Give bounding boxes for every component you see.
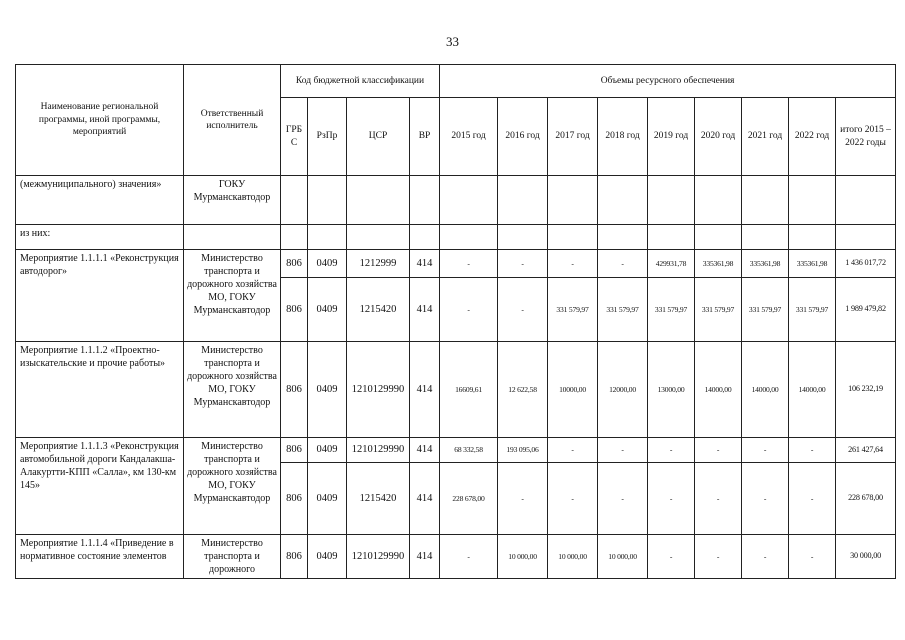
cell-2020: - xyxy=(695,438,742,463)
row-executor: Министерство транспорта и дорожного xyxy=(184,535,281,579)
cell-2017: 331 579,97 xyxy=(548,278,598,342)
cell-2020: - xyxy=(695,463,742,535)
cell-2020: 14000,00 xyxy=(695,342,742,438)
cell-total: 30 000,00 xyxy=(836,535,896,579)
cell-2019: - xyxy=(648,535,695,579)
row-name: Мероприятие 1.1.1.1 «Реконструкция автодорог» xyxy=(16,250,184,342)
cell-vr: 414 xyxy=(410,535,440,579)
cell-grbs: 806 xyxy=(281,342,308,438)
row-name: (межмуниципального) значения» xyxy=(16,176,184,225)
header-rzpr: РзПр xyxy=(308,98,347,176)
cell-rzpr: 0409 xyxy=(308,342,347,438)
header-csr: ЦСР xyxy=(347,98,410,176)
cell-2020: - xyxy=(695,535,742,579)
cell-grbs: 806 xyxy=(281,278,308,342)
cell-csr: 1210129990 xyxy=(347,535,410,579)
cell-2021: 14000,00 xyxy=(742,342,789,438)
cell-rzpr: 0409 xyxy=(308,250,347,278)
table-row xyxy=(16,535,896,579)
cell-2016: 193 095,06 xyxy=(498,438,548,463)
cell-total: 261 427,64 xyxy=(836,438,896,463)
header-group-row xyxy=(16,65,896,98)
cell-2018: - xyxy=(598,438,648,463)
cell-grbs: 806 xyxy=(281,535,308,579)
cell-2015: - xyxy=(440,535,498,579)
header-year-2021: 2021 год xyxy=(742,98,789,176)
cell-2022: 335361,98 xyxy=(789,250,836,278)
cell-2015: - xyxy=(440,278,498,342)
row-executor: Министерство транспорта и дорожного хозяйства МО, ГОКУ Мурманскавтодор xyxy=(184,438,281,535)
cell-2021: - xyxy=(742,438,789,463)
cell-2015: 228 678,00 xyxy=(440,463,498,535)
header-total: итого 2015 – 2022 годы xyxy=(836,98,896,176)
table-row xyxy=(16,250,896,278)
row-name: Мероприятие 1.1.1.3 «Реконструкция автомобильной дороги Кандалакша-Алакуртти-КПП «Салла», км 130-км 145» xyxy=(16,438,184,535)
cell-2019: - xyxy=(648,463,695,535)
cell-2015: 68 332,58 xyxy=(440,438,498,463)
table-row xyxy=(16,225,896,250)
header-resource-volumes: Объемы ресурсного обеспечения xyxy=(440,65,896,98)
cell-2017: 10000,00 xyxy=(548,342,598,438)
cell-grbs: 806 xyxy=(281,463,308,535)
cell-csr: 1212999 xyxy=(347,250,410,278)
cell-2018: - xyxy=(598,463,648,535)
cell-2018: - xyxy=(598,250,648,278)
cell-total: 1 436 017,72 xyxy=(836,250,896,278)
cell-csr: 1215420 xyxy=(347,463,410,535)
cell-2016: 12 622,58 xyxy=(498,342,548,438)
cell-grbs: 806 xyxy=(281,438,308,463)
cell-vr: 414 xyxy=(410,438,440,463)
cell-2017: - xyxy=(548,250,598,278)
cell-2019: 13000,00 xyxy=(648,342,695,438)
cell-2015: 16609,61 xyxy=(440,342,498,438)
cell-2016: - xyxy=(498,250,548,278)
cell-vr: 414 xyxy=(410,250,440,278)
cell-2021: - xyxy=(742,535,789,579)
header-budget-codes: Код бюджетной классификации xyxy=(281,65,440,98)
cell-2018: 12000,00 xyxy=(598,342,648,438)
cell-csr: 1210129990 xyxy=(347,438,410,463)
cell-rzpr: 0409 xyxy=(308,278,347,342)
resource-table xyxy=(15,64,896,579)
header-year-2016: 2016 год xyxy=(498,98,548,176)
table-row xyxy=(16,438,896,463)
header-year-2015: 2015 год xyxy=(440,98,498,176)
cell-2019: 429931,78 xyxy=(648,250,695,278)
cell-total: 1 989 479,82 xyxy=(836,278,896,342)
cell-2016: - xyxy=(498,463,548,535)
header-executor: Ответственный исполнитель xyxy=(184,65,281,176)
row-name: Мероприятие 1.1.1.2 «Проектно-изыскательские и прочие работы» xyxy=(16,342,184,438)
header-grbs: ГРБ С xyxy=(281,98,308,176)
cell-rzpr: 0409 xyxy=(308,438,347,463)
cell-vr: 414 xyxy=(410,342,440,438)
cell-2022: 14000,00 xyxy=(789,342,836,438)
cell-2019: - xyxy=(648,438,695,463)
cell-2022: - xyxy=(789,535,836,579)
cell-2022: 331 579,97 xyxy=(789,278,836,342)
cell-2021: - xyxy=(742,463,789,535)
page-number: 33 xyxy=(446,34,459,49)
cell-grbs: 806 xyxy=(281,250,308,278)
row-name: Мероприятие 1.1.1.4 «Приведение в нормативное состояние элементов xyxy=(16,535,184,579)
header-year-2022: 2022 год xyxy=(789,98,836,176)
cell-2020: 331 579,97 xyxy=(695,278,742,342)
header-name: Наименование региональной программы, иной программы, мероприятий xyxy=(16,65,184,176)
cell-2017: - xyxy=(548,438,598,463)
table-row xyxy=(16,176,896,225)
row-executor: Министерство транспорта и дорожного хозяйства МО, ГОКУ Мурманскавтодор xyxy=(184,342,281,438)
cell-2021: 335361,98 xyxy=(742,250,789,278)
cell-total: 106 232,19 xyxy=(836,342,896,438)
cell-2017: 10 000,00 xyxy=(548,535,598,579)
cell-2021: 331 579,97 xyxy=(742,278,789,342)
header-year-2018: 2018 год xyxy=(598,98,648,176)
cell-2018: 331 579,97 xyxy=(598,278,648,342)
cell-rzpr: 0409 xyxy=(308,463,347,535)
cell-total: 228 678,00 xyxy=(836,463,896,535)
row-name: из них: xyxy=(16,225,184,250)
cell-2020: 335361,98 xyxy=(695,250,742,278)
row-executor: ГОКУ Мурманскавтодор xyxy=(184,176,281,225)
cell-2016: 10 000,00 xyxy=(498,535,548,579)
cell-2022: - xyxy=(789,463,836,535)
cell-csr: 1215420 xyxy=(347,278,410,342)
row-executor: Министерство транспорта и дорожного хозяйства МО, ГОКУ Мурманскавтодор xyxy=(184,250,281,342)
cell-csr: 1210129990 xyxy=(347,342,410,438)
cell-2015: - xyxy=(440,250,498,278)
header-year-2020: 2020 год xyxy=(695,98,742,176)
header-vr: ВР xyxy=(410,98,440,176)
table-row xyxy=(16,342,896,438)
cell-vr: 414 xyxy=(410,463,440,535)
cell-2018: 10 000,00 xyxy=(598,535,648,579)
cell-2022: - xyxy=(789,438,836,463)
cell-2019: 331 579,97 xyxy=(648,278,695,342)
header-year-2017: 2017 год xyxy=(548,98,598,176)
cell-vr: 414 xyxy=(410,278,440,342)
cell-2017: - xyxy=(548,463,598,535)
header-year-2019: 2019 год xyxy=(648,98,695,176)
cell-2016: - xyxy=(498,278,548,342)
cell-rzpr: 0409 xyxy=(308,535,347,579)
